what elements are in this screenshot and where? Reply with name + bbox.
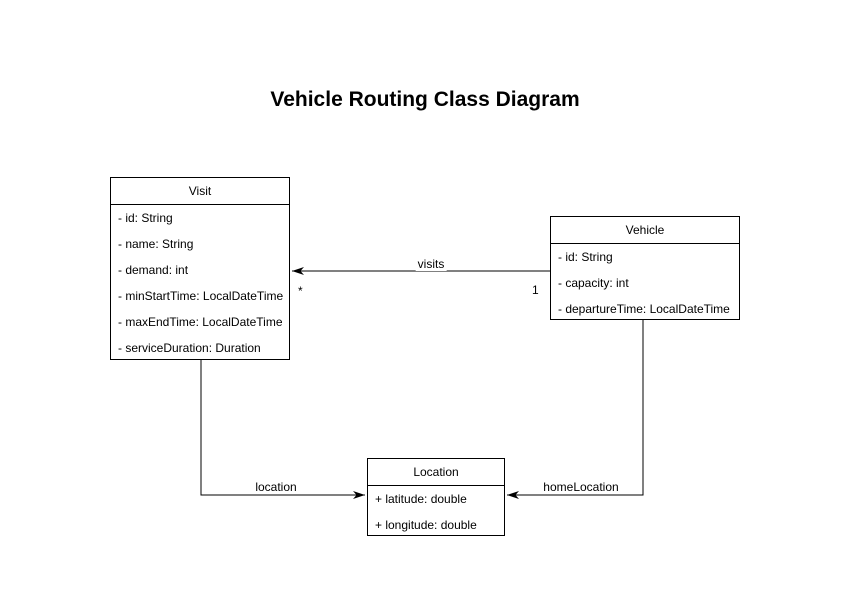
class-visit-attribute: - minStartTime: LocalDateTime: [118, 289, 284, 303]
class-visit-attribute: - name: String: [118, 237, 194, 251]
edge-home-location: [507, 320, 643, 495]
class-vehicle: [550, 216, 740, 320]
edge-multiplicity-visits-source: 1: [532, 283, 539, 297]
class-vehicle-attribute: - id: String: [558, 250, 613, 264]
edge-label-location: location: [255, 480, 297, 494]
class-visit-attribute: - id: String: [118, 211, 173, 225]
class-location-name: Location: [368, 459, 504, 486]
class-visit-attribute: - serviceDuration: Duration: [118, 341, 261, 355]
diagram-title: Vehicle Routing Class Diagram: [270, 88, 580, 111]
edge-label-home-location: homeLocation: [543, 480, 619, 494]
class-visit-attribute: - maxEndTime: LocalDateTime: [118, 315, 283, 329]
class-location-attribute: + longitude: double: [375, 518, 477, 532]
class-vehicle-attribute: - capacity: int: [558, 276, 629, 290]
class-vehicle-name: Vehicle: [551, 217, 739, 244]
class-visit-name: Visit: [111, 178, 289, 205]
edge-multiplicity-visits-target: *: [298, 284, 303, 298]
class-location-attribute: + latitude: double: [375, 492, 467, 506]
edge-label-visits: visits: [417, 257, 445, 271]
edge-location: [201, 360, 365, 495]
class-visit-attribute: - demand: int: [118, 263, 189, 277]
class-visit: [110, 177, 290, 360]
class-location: [367, 458, 505, 536]
class-vehicle-attribute: - departureTime: LocalDateTime: [558, 302, 730, 316]
